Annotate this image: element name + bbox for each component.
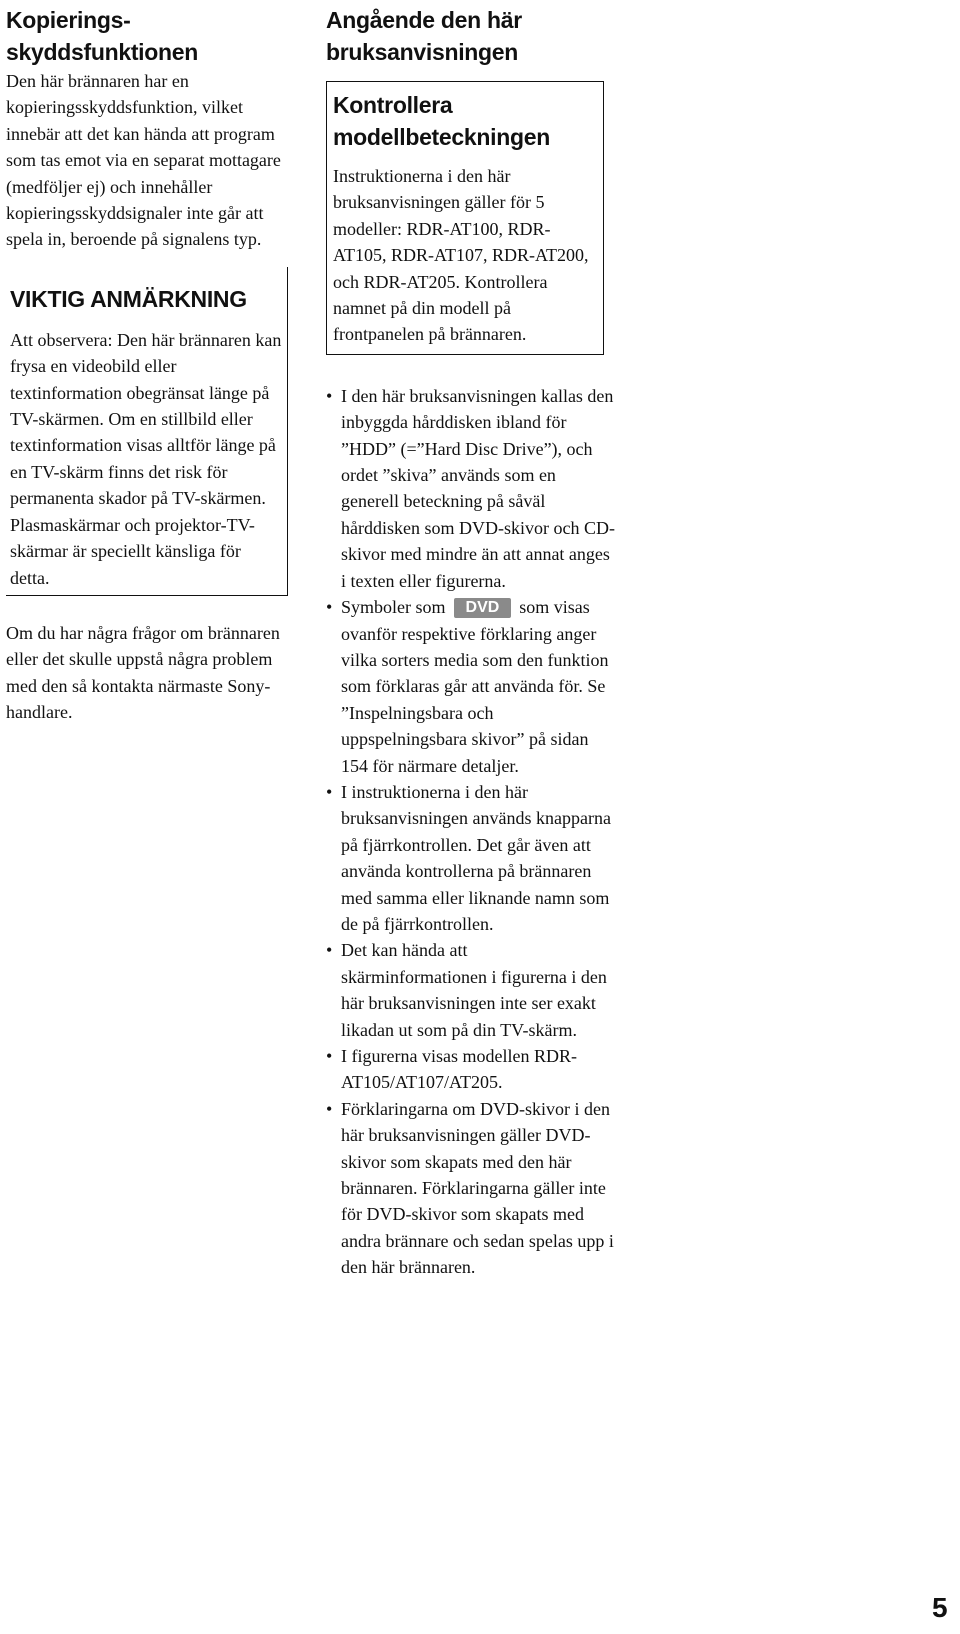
check-model-box	[326, 81, 604, 355]
list-item-text: Förklaringarna om DVD-skivor i den här bruksanvisningen gäller DVD-skivor som skapats med den här brännaren. Förklaringarna gäller inte för DVD-skivor som skapats med andra brännare och sedan spelas upp i den här brännaren.	[341, 1098, 614, 1278]
check-model-heading: Kontrollera modellbeteckningen	[333, 92, 550, 150]
list-item	[326, 779, 616, 937]
bullet-icon: •	[326, 1098, 333, 1119]
check-model-text: Instruktionerna i den här bruksanvisningen gäller för 5 modeller: RDR-AT100, RDR-AT105, RDR-AT107, RDR-AT200, och RDR-AT205. Kontrollera namnet på din modell på frontpanelen på brännaren.	[333, 166, 589, 345]
important-notice-heading: VIKTIG ANMÄRKNING	[10, 285, 247, 312]
right-column	[326, 4, 615, 1281]
important-notice-box	[6, 267, 288, 596]
copy-protection-heading: Kopierings- skyddsfunktionen	[6, 7, 199, 65]
list-item-text: Det kan hända att skärminformationen i figurerna i den här bruksanvisningen inte ser exakt likadan ut som på din TV-skärm.	[341, 940, 607, 1040]
important-notice-text: Att observera: Den här brännaren kan frysa en videobild eller textinformation obegränsat länge på TV-skärmen. Om en stillbild eller textinformation visas alltför länge på en TV-skärm finns det risk för permanenta skador på TV-skärmen. Plasmaskärmar och projektor-TV-skärmar är speciellt känsliga för detta.	[10, 329, 282, 588]
list-item	[326, 937, 616, 1043]
list-item-text: I figurerna visas modellen RDR-AT105/AT107/AT205.	[341, 1046, 577, 1093]
manual-notes-list	[326, 383, 616, 1281]
list-item	[326, 1096, 616, 1281]
contact-dealer-text: Om du har några frågor om brännaren eller det skulle uppstå några problem med den så kontakta närmaste Sony-handlare.	[6, 622, 280, 723]
list-item-text: I instruktionerna i den här bruksanvisningen används knapparna på fjärrkontrollen. Det går även att använda kontrollerna på brännaren med samma eller liknande namn som de på fjärrkontrollen.	[341, 781, 611, 934]
bullet-icon: •	[326, 940, 333, 961]
list-item	[326, 1043, 616, 1096]
bullet-icon: •	[326, 597, 333, 618]
dvd-symbol-badge: DVD	[454, 598, 512, 618]
list-item-text: I den här bruksanvisningen kallas den inbyggda hårddisken ibland för ”HDD” (=”Hard Disc Drive”), och ordet ”skiva” används som en generell beteckning på såväl hårddisken som DVD-skivor och CD-skivor med mindre än att annat anges i texten eller figurerna.	[341, 385, 615, 591]
list-item	[326, 594, 616, 779]
copy-protection-text: Den här brännaren har en kopieringsskyddsfunktion, vilket innebär att det kan hända att program som tas emot via en separat mottagare (medföljer ej) och innehåller kopieringsskyddsignaler inte går att spela in, beroende på signalens typ.	[6, 71, 281, 250]
bullet-icon: •	[326, 1046, 333, 1066]
page-number: 5	[932, 1592, 948, 1623]
list-item-text-before: Symboler som	[341, 597, 446, 618]
left-column	[6, 4, 286, 726]
list-item	[326, 383, 616, 594]
bullet-icon: •	[326, 781, 333, 802]
about-manual-heading: Angående den här bruksanvisningen	[326, 7, 522, 65]
bullet-icon: •	[326, 385, 333, 406]
list-item-text-after: som visas ovanför respektive förklaring anger vilka sorters media som den funktion som förklaras går att använda för. Se ”Inspelningsbara och uppspelningsbara skivor” på sidan 154 för närmare detaljer.	[341, 597, 609, 776]
